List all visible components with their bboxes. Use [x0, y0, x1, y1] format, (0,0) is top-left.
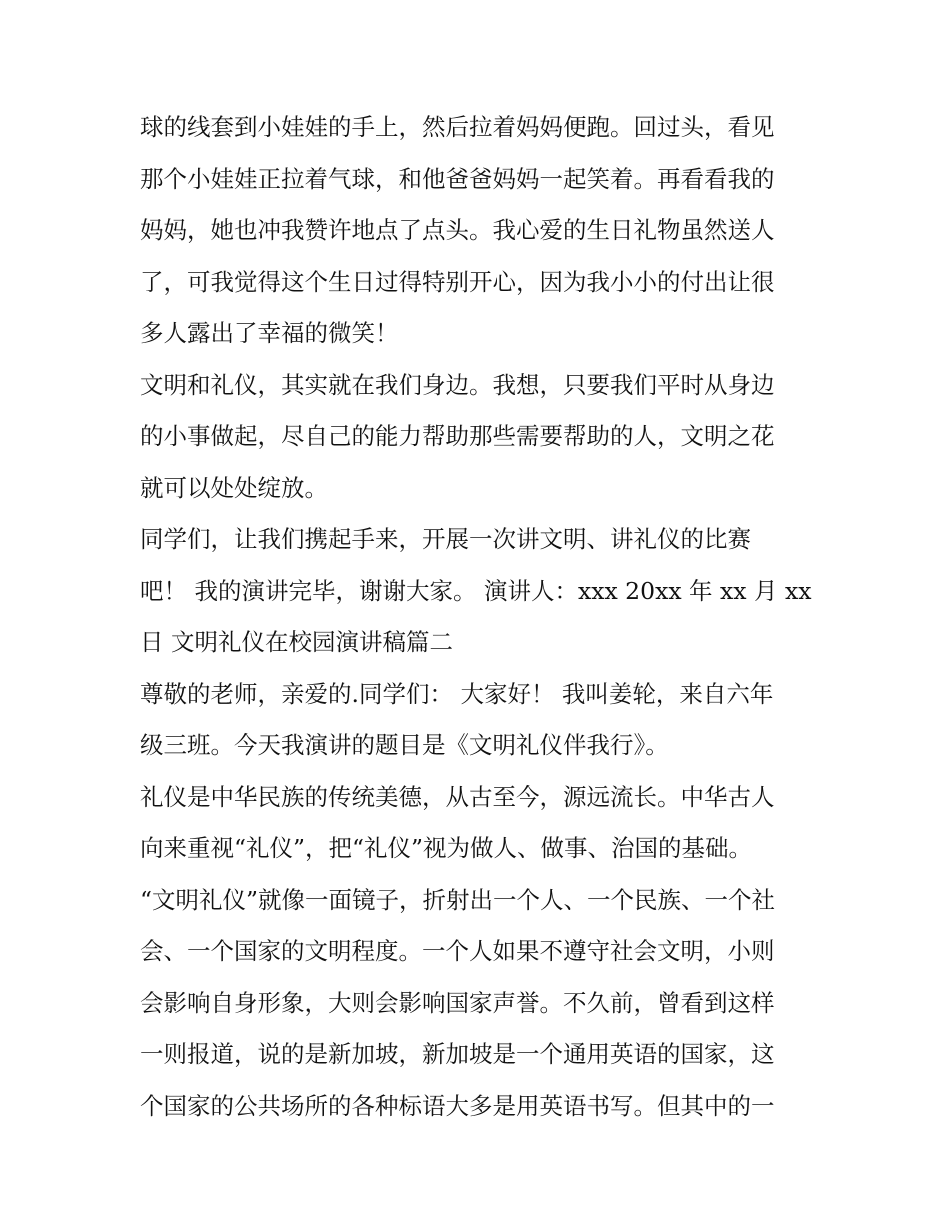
text-line: 文明和礼仪，其实就在我们身边。我想，只要我们平时从身边: [140, 370, 775, 399]
text-line: 那个小娃娃正拉着气球，和他爸爸妈妈一起笑着。再看看我的: [140, 164, 775, 193]
text-line: 妈妈，她也冲我赞许地点了点头。我心爱的生日礼物虽然送人: [140, 216, 775, 244]
text-line: 尊敬的老师，亲爱的.同学们： 大家好！ 我叫姜轮，来自六年: [140, 679, 774, 708]
text-line: 个国家的公共场所的各种标语大多是用英语书写。但其中的一: [140, 1091, 775, 1120]
paragraph-mirror: [140, 875, 812, 1133]
document-page: [140, 102, 812, 1132]
text-line: 同学们，让我们携起手来，开展一次讲文明、讲礼仪的比赛: [140, 525, 751, 553]
text-line: 会、一个国家的文明程度。一个人如果不遵守社会文明，小则: [140, 937, 775, 965]
text-line: 级三班。今天我演讲的题目是《文明礼仪伴我行》。: [140, 731, 669, 759]
text-line: 球的线套到小娃娃的手上，然后拉着妈妈便跑。回过头，看见: [140, 113, 775, 141]
text-line: “文明礼仪”就像一面镜子，折射出一个人、一个民族、一个社: [140, 885, 776, 914]
paragraph-birthday-gift: [140, 102, 812, 360]
text-line: 向来重视“礼仪”，把“礼仪”视为做人、做事、治国的基础。: [140, 834, 753, 862]
text-line: 多人露出了幸福的微笑！: [140, 319, 399, 347]
text-line: 礼仪是中华民族的传统美德，从古至今，源远流长。中华古人: [140, 782, 775, 811]
text-line: 一则报道，说的是新加坡，新加坡是一个通用英语的国家，这: [140, 1040, 775, 1068]
paragraph-closing-and-speaker: [140, 514, 812, 669]
paragraph-greeting: [140, 669, 812, 772]
paragraph-tradition: [140, 772, 812, 875]
section-heading-line: 日 文明礼仪在校园演讲稿篇二: [140, 628, 453, 656]
text-line: 了，可我觉得这个生日过得特别开心，因为我小小的付出让很: [140, 267, 775, 296]
text-line: 会影响自身形象，大则会影响国家声誉。不久前，曾看到这样: [140, 988, 775, 1017]
text-line: 的小事做起，尽自己的能力帮助那些需要帮助的人，文明之花: [140, 422, 775, 450]
text-line: 就可以处处绽放。: [140, 473, 328, 502]
paragraph-civility-around-us: [140, 360, 812, 515]
text-line: 吧！ 我的演讲完毕，谢谢大家。 演讲人：xxx 20xx 年 xx 月 xx: [140, 576, 812, 605]
